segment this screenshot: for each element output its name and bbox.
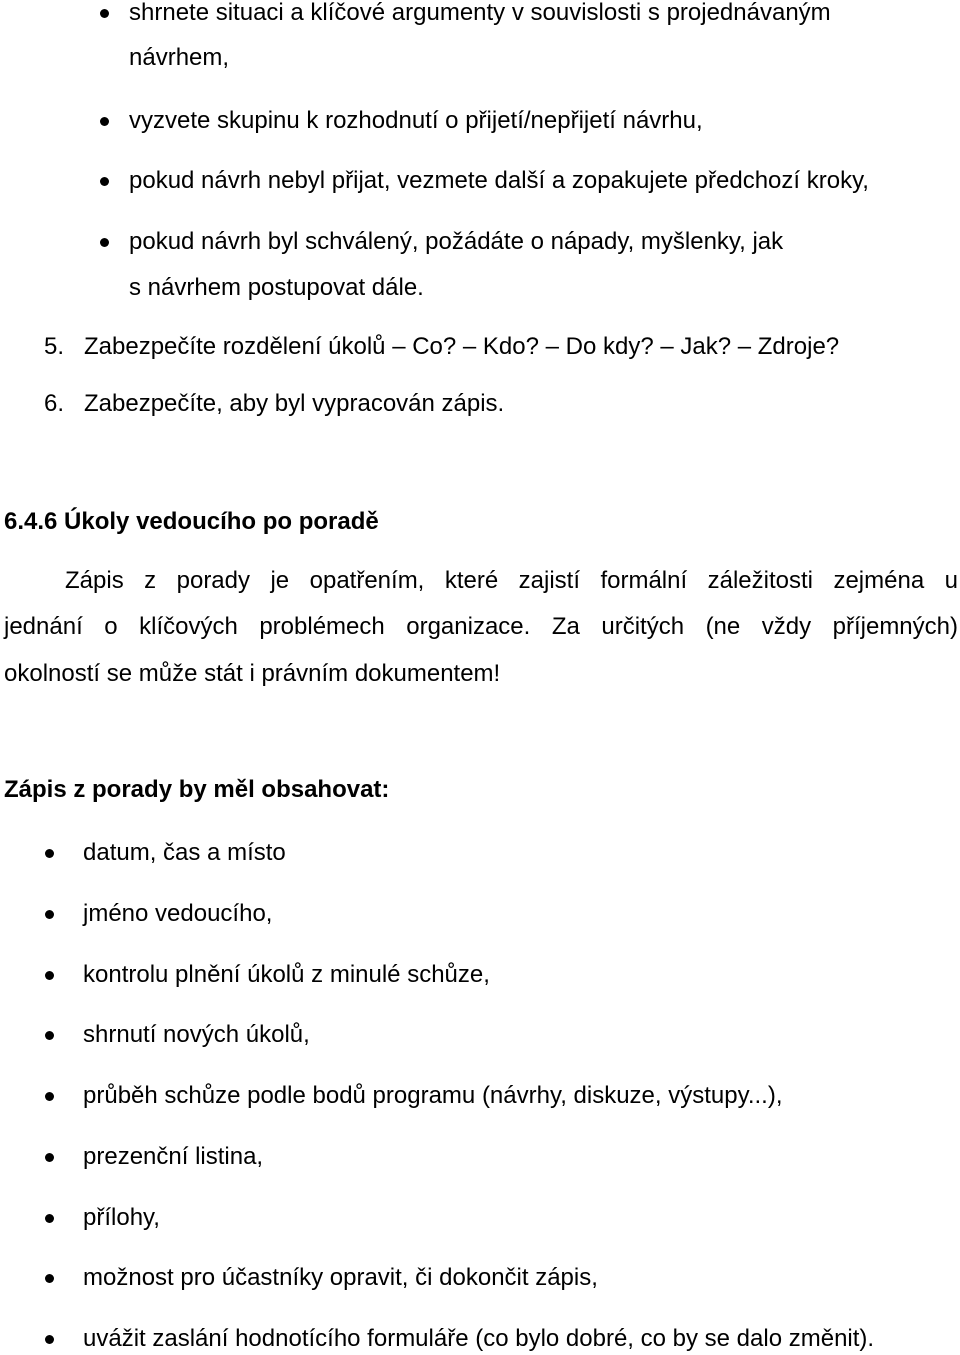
- bullet-icon: [100, 238, 109, 247]
- bullet-icon: [45, 1214, 54, 1223]
- paragraph-line: Zápis z porady je opatřením, které zajistí formální záležitosti zejména u: [65, 567, 958, 594]
- list-item: průběh schůze podle bodů programu (návrhy, diskuze, výstupy...),: [83, 1082, 783, 1109]
- list-item: datum, čas a místo: [83, 839, 286, 866]
- bullet-icon: [45, 1335, 54, 1344]
- list-item: prezenční listina,: [83, 1143, 264, 1170]
- list-item: vyzvete skupinu k rozhodnutí o přijetí/nepřijetí návrhu,: [129, 107, 703, 134]
- bullet-icon: [45, 1092, 54, 1101]
- bullet-icon: [100, 117, 109, 126]
- bullet-icon: [45, 1153, 54, 1162]
- step-text: Zabezpečíte rozdělení úkolů – Co? – Kdo? – Do kdy? – Jak? – Zdroje?: [84, 333, 840, 360]
- step-text: Zabezpečíte, aby byl vypracován zápis.: [84, 390, 505, 417]
- step-number: 5.: [44, 333, 65, 360]
- minutes-heading: Zápis z porady by měl obsahovat:: [4, 776, 390, 803]
- list-item: shrnete situaci a klíčové argumenty v souvislosti s projednávaným: [129, 0, 831, 26]
- paragraph-line: okolností se může stát i právním dokumentem!: [4, 660, 501, 687]
- bullet-icon: [45, 1031, 54, 1040]
- list-item-continuation: návrhem,: [129, 44, 230, 71]
- step-number: 6.: [44, 390, 65, 417]
- list-item: možnost pro účastníky opravit, či dokončit zápis,: [83, 1264, 598, 1291]
- bullet-icon: [45, 1274, 54, 1283]
- list-item: kontrolu plnění úkolů z minulé schůze,: [83, 961, 490, 988]
- bullet-icon: [45, 910, 54, 919]
- bullet-icon: [100, 177, 109, 186]
- list-item: shrnutí nových úkolů,: [83, 1021, 310, 1048]
- list-item: jméno vedoucího,: [83, 900, 273, 927]
- list-item: přílohy,: [83, 1204, 160, 1231]
- section-heading: 6.4.6 Úkoly vedoucího po poradě: [4, 508, 379, 535]
- bullet-icon: [100, 9, 109, 18]
- bullet-icon: [45, 849, 54, 858]
- list-item: uvážit zaslání hodnotícího formuláře (co bylo dobré, co by se dalo změnit).: [83, 1325, 875, 1352]
- paragraph-line: jednání o klíčových problémech organizace. Za určitých (ne vždy příjemných): [4, 613, 958, 640]
- list-item-continuation: s návrhem postupovat dále.: [129, 274, 424, 301]
- list-item: pokud návrh nebyl přijat, vezmete další a zopakujete předchozí kroky,: [129, 167, 869, 194]
- list-item: pokud návrh byl schválený, požádáte o nápady, myšlenky, jak: [129, 228, 784, 255]
- bullet-icon: [45, 971, 54, 980]
